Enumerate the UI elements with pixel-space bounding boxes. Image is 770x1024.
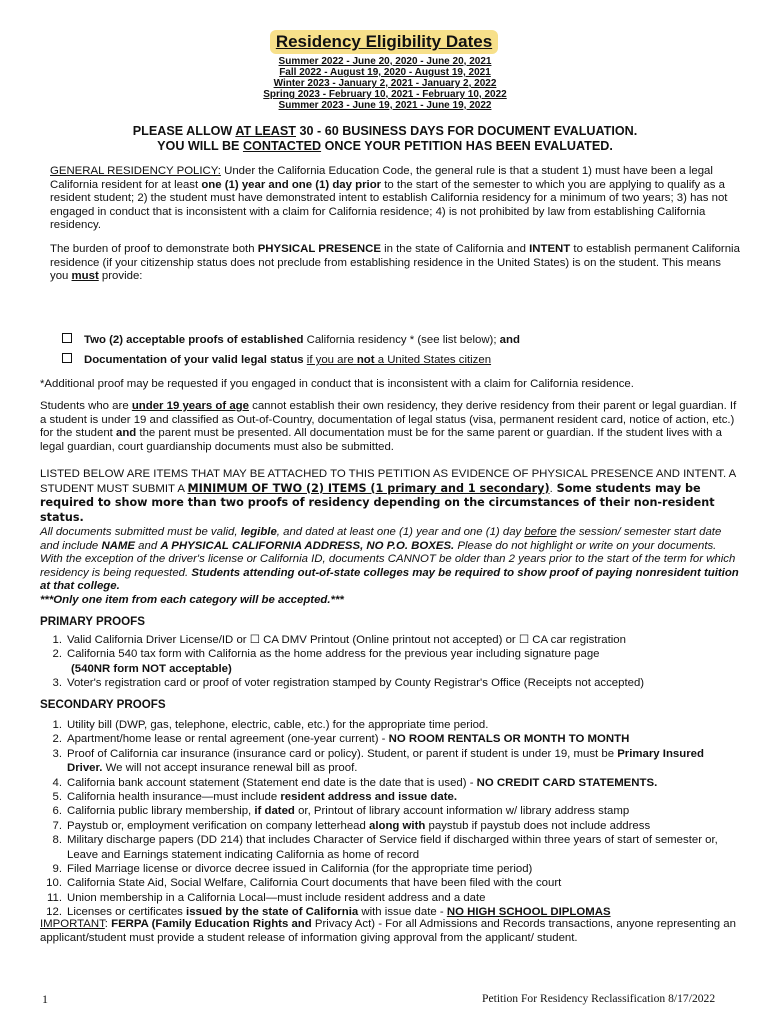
list-item: 3. Proof of California car insurance (insurance card or policy). Student, or parent if student is under 19, must be Primary Insured Driver. We will not accept insurance renewal bill as proof. <box>52 747 704 775</box>
date-line: Summer 2022 - June 20, 2020 - June 20, 2021 <box>278 56 492 67</box>
date-line: Summer 2023 - June 19, 2021 - June 19, 2022 <box>278 100 492 111</box>
date-line: Spring 2023 - February 10, 2021 - February 10, 2022 <box>263 89 507 100</box>
list-item: 2. Apartment/home lease or rental agreement (one-year current) - NO ROOM RENTALS OR MONTH TO MONTH <box>52 733 630 746</box>
eligibility-dates <box>240 56 530 111</box>
secondary-proofs-list <box>40 718 740 920</box>
list-item: (540NR form NOT acceptable) <box>71 662 232 675</box>
ferpa-notice: IMPORTANT: FERPA (Family Education Rights and Privacy Act) - For all Admissions and Records transactions, anyone representing an applicant/student must provide a student release of information giving approval from the applicant/ student. <box>40 918 736 944</box>
date-line: Fall 2022 - August 19, 2020 - August 19, 2021 <box>279 67 491 78</box>
list-item: 3. Voter's registration card or proof of voter registration stamped by County Registrar's Office (Receipts not accepted) <box>52 677 645 690</box>
list-item: 12. Licenses or certificates issued by the state of California with issue date - NO HIGH SCHOOL DIPLOMAS <box>46 906 611 919</box>
primary-proofs-heading: PRIMARY PROOFS <box>40 615 146 628</box>
list-item: 10. California State Aid, Social Welfare, California Court documents that have been filed with the court <box>46 877 562 890</box>
listed-items-paragraph: LISTED BELOW ARE ITEMS THAT MAY BE ATTACHED TO THIS PETITION AS EVIDENCE OF PHYSICAL PRESENCE AND INTENT. A STUDENT MUST SUBMIT A MINIMUM OF TWO (2) ITEMS (1 primary and 1 secondary). Some students may be required to show more than two proofs of residency depending on the circumstances of their non-resident status. <box>40 468 736 524</box>
list-item: 7. Paystub or, employment verification on company letterhead along with paystub if paystub does not include address <box>52 819 651 832</box>
under-19-paragraph: Students who are under 19 years of age cannot establish their own residency, they derive residency from their parent or legal guardian. If a student is under 19 and classified as Out-of-Country, documentation of legal status (visa, permanent resident card, notice of action, etc.) for the student and the parent must be presented. All documentation must be for the same parent or guardian. If the student lives with a legal guardian, court guardianship documents must also be submitted. <box>40 400 737 453</box>
legal-status-item: Documentation of your valid legal status if you are not a United States citizen <box>62 353 491 367</box>
page-title: Residency Eligibility Dates <box>270 30 498 54</box>
checkbox-icon <box>62 333 72 343</box>
secondary-proofs-heading: SECONDARY PROOFS <box>40 698 166 711</box>
additional-proof-note: *Additional proof may be requested if you engaged in conduct that is inconsistent with a claim for California residence. <box>40 378 634 390</box>
proof-requirement-item: Two (2) acceptable proofs of established California residency * (see list below); and <box>62 333 520 347</box>
list-item: 4. California bank account statement (Statement end date is the date that is used) - NO CREDIT CARD STATEMENTS. <box>52 776 658 789</box>
checkbox-icon <box>62 353 72 363</box>
footer-document-title: Petition For Residency Reclassification 8/17/2022 <box>482 992 716 1005</box>
burden-of-proof-paragraph: The burden of proof to demonstrate both PHYSICAL PRESENCE in the state of California and INTENT to establish permanent California residence (if your citizenship status does not preclude from establishing residence in the United States) is on the student. This means you must provide: <box>50 243 740 283</box>
list-item: 1. Valid California Driver License/ID or ☐ CA DMV Printout (Online printout not accepted) or ☐ CA car registration <box>52 634 626 646</box>
evaluation-notice: PLEASE ALLOW AT LEAST 30 - 60 BUSINESS DAYS FOR DOCUMENT EVALUATION. YOU WILL BE CONTACTED ONCE YOUR PETITION HAS BEEN EVALUATED. <box>132 124 638 153</box>
list-item: 5. California health insurance—must include resident address and issue date. <box>52 791 457 804</box>
date-line: Winter 2023 - January 2, 2021 - January 2, 2022 <box>273 78 497 89</box>
list-item: 2. California 540 tax form with California as the home address for the previous year including signature page <box>52 648 600 661</box>
list-item: 1. Utility bill (DWP, gas, telephone, electric, cable, etc.) for the appropriate time period. <box>52 719 489 731</box>
list-item: 9. Filed Marriage license or divorce decree issued in California (for the appropriate time period) <box>52 863 533 876</box>
primary-proofs-list <box>40 633 740 691</box>
list-item: 8. Military discharge papers (DD 214) that includes Character of Service field if discharged within three years of start of semester or, Leave and Earnings statement indicating California as home of record <box>52 834 718 861</box>
list-item: 11. Union membership in a California Local—must include resident address and a date <box>47 891 486 904</box>
document-requirements-paragraph: All documents submitted must be valid, legible, and dated at least one (1) year and one (1) day before the session/ semester start date and include NAME and A PHYSICAL CALIFORNIA ADDRESS, NO P.O. BOXES. Please do not highlight or write on your documents. With the exception of the driver's license or California ID, documents CANNOT be older than 2 years prior to the start of the term for which residency is being requested. Students attending out-of-state colleges may be required to show proof of paying nonresident tuition at that college. ***Only one item from each category will be accepted.*** <box>40 526 739 606</box>
list-item: 6. California public library membership, if dated or, Printout of library account information w/ library address stamp <box>52 805 630 818</box>
general-policy-paragraph: GENERAL RESIDENCY POLICY: Under the California Education Code, the general rule is that a student 1) must have been a legal California resident for at least one (1) year and one (1) day prior to the start of the semester to which you are applying to qualify as a resident student; 2) the student must have demonstrated intent to establish California residency for a minimum of two years; 3) has not engaged in conduct that is inconsistent with a claim for California residence; 4) is not prohibited by law from establishing California residency. <box>50 165 728 232</box>
page-number: 1 <box>42 992 48 1006</box>
